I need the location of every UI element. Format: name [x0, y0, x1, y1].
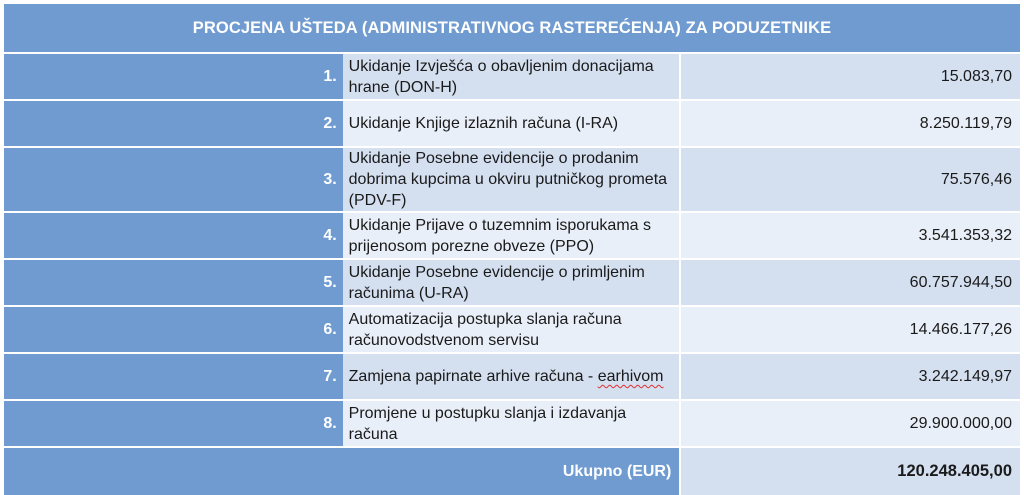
table-row — [4, 354, 1020, 401]
row-description — [343, 354, 682, 401]
table-row — [4, 401, 1020, 448]
total-label: Ukupno (EUR) — [4, 448, 681, 495]
row-description: Promjene u postupku slanja i izdavanja računa — [343, 401, 682, 448]
total-value: 120.248.405,00 — [681, 448, 1020, 495]
row-number: 8. — [4, 401, 343, 448]
row-description: Ukidanje Izvješća o obavljenim donacijama hrane (DON-H) — [343, 54, 682, 101]
table-row — [4, 54, 1020, 101]
row-number: 5. — [4, 260, 343, 307]
row-value: 3.242.149,97 — [681, 354, 1020, 401]
row-number: 4. — [4, 213, 343, 260]
row-number: 3. — [4, 148, 343, 213]
title-row — [4, 4, 1020, 54]
table-row — [4, 307, 1020, 354]
table-row — [4, 148, 1020, 213]
row-description: Ukidanje Prijave o tuzemnim isporukama s prijenosom porezne obveze (PPO) — [343, 213, 682, 260]
savings-table-container — [4, 4, 1020, 495]
table-row — [4, 260, 1020, 307]
row-value: 14.466.177,26 — [681, 307, 1020, 354]
row-number: 1. — [4, 54, 343, 101]
row-value: 75.576,46 — [681, 148, 1020, 213]
spellcheck-flagged-word: earhivom — [597, 368, 664, 385]
row-description: Ukidanje Knjige izlaznih računa (I-RA) — [343, 101, 682, 148]
row-description: Automatizacija postupka slanja računa računovodstvenom servisu — [343, 307, 682, 354]
row-value: 60.757.944,50 — [681, 260, 1020, 307]
row-description: Ukidanje Posebne evidencije o primljenim računima (U-RA) — [343, 260, 682, 307]
row-description-text: Zamjena papirnate arhive računa - — [348, 368, 598, 385]
row-value: 8.250.119,79 — [681, 101, 1020, 148]
savings-table — [4, 4, 1020, 495]
table-row — [4, 213, 1020, 260]
table-title: PROCJENA UŠTEDA (ADMINISTRATIVNOG RASTEREĆENJA) ZA PODUZETNIKE — [4, 4, 1020, 54]
row-number: 7. — [4, 354, 343, 401]
row-number: 2. — [4, 101, 343, 148]
row-value: 15.083,70 — [681, 54, 1020, 101]
row-value: 29.900.000,00 — [681, 401, 1020, 448]
table-row — [4, 101, 1020, 148]
row-description: Ukidanje Posebne evidencije o prodanim dobrima kupcima u okviru putničkog prometa (PDV-F) — [343, 148, 682, 213]
row-number: 6. — [4, 307, 343, 354]
row-value: 3.541.353,32 — [681, 213, 1020, 260]
